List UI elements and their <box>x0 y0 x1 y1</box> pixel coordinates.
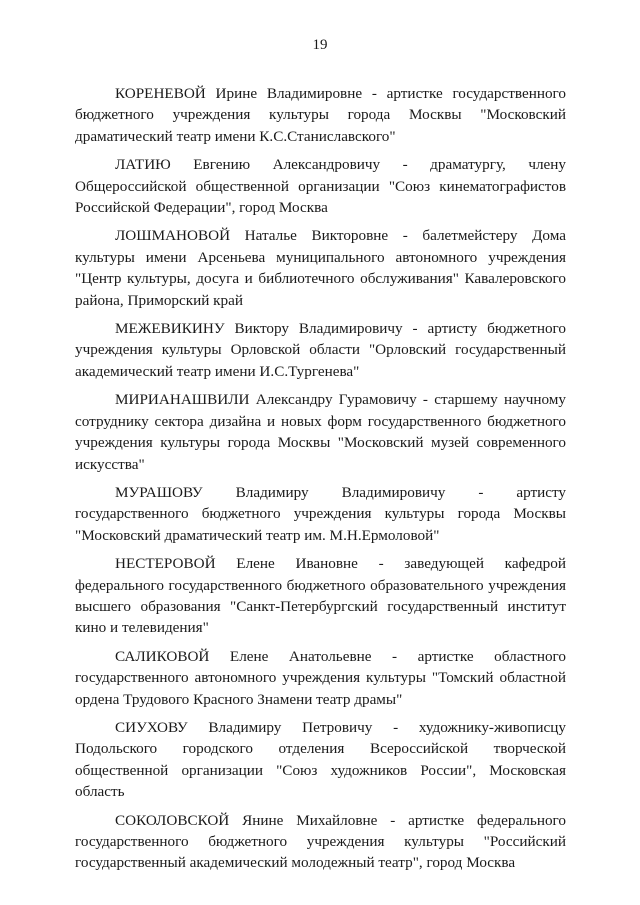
list-item-koreneva: КОРЕНЕВОЙ Ирине Владимировне - артистке государственного бюджетного учреждения культуры города Москвы "Московский драматический театр имени К.С.Станиславского" <box>75 85 566 145</box>
page-number: 19 <box>312 37 328 53</box>
list-item-salikova: САЛИКОВОЙ Елене Анатольевне - артистке областного государственного автономного учреждения культуры "Томский областной ордена Трудового Красного Знамени театр драмы" <box>75 647 566 708</box>
list-item-siukhov: СИУХОВУ Владимиру Петровичу - художнику-живописцу Подольского городского отделения Всероссийской творческой общественной организации "Союз художников России", Московская область <box>75 718 566 801</box>
list-item-murashov: МУРАШОВУ Владимиру Владимировичу - артисту государственного бюджетного учреждения культуры города Москвы "Московский драматический театр им. М.Н.Ермоловой" <box>75 483 566 544</box>
list-item-sokolovskaya: СОКОЛОВСКОЙ Янине Михайловне - артистке федерального государственного бюджетного учреждения культуры "Российский государственный академический молодежный театр", город Москва <box>75 811 566 872</box>
list-item-mezhevikin: МЕЖЕВИКИНУ Виктору Владимировичу - артисту бюджетного учреждения культуры Орловской области "Орловский государственный академический театр имени И.С.Тургенева" <box>75 320 566 380</box>
award-list <box>75 83 566 881</box>
list-item-latiy: ЛАТИЮ Евгению Александровичу - драматургу, члену Общероссийской общественной организации "Союз кинематографистов Российской Федерации", город Москва <box>75 156 566 217</box>
list-item-loshmanova: ЛОШМАНОВОЙ Наталье Викторовне - балетмейстеру Дома культуры имени Арсеньева муниципального автономного учреждения "Центр культуры, досуга и библиотечного обслуживания" Кавалеровского района, Приморский край <box>75 227 566 309</box>
list-item-mirianashvili: МИРИАНАШВИЛИ Александру Гурамовичу - старшему научному сотруднику сектора дизайна и новых форм государственного бюджетного учреждения культуры города Москвы "Московский музей современного искусства" <box>75 391 566 473</box>
list-item-nesterova: НЕСТЕРОВОЙ Елене Ивановне - заведующей кафедрой федерального государственного бюджетного образовательного учреждения высшего образования "Санкт-Петербургский государственный институт кино и телевидения" <box>75 555 566 637</box>
